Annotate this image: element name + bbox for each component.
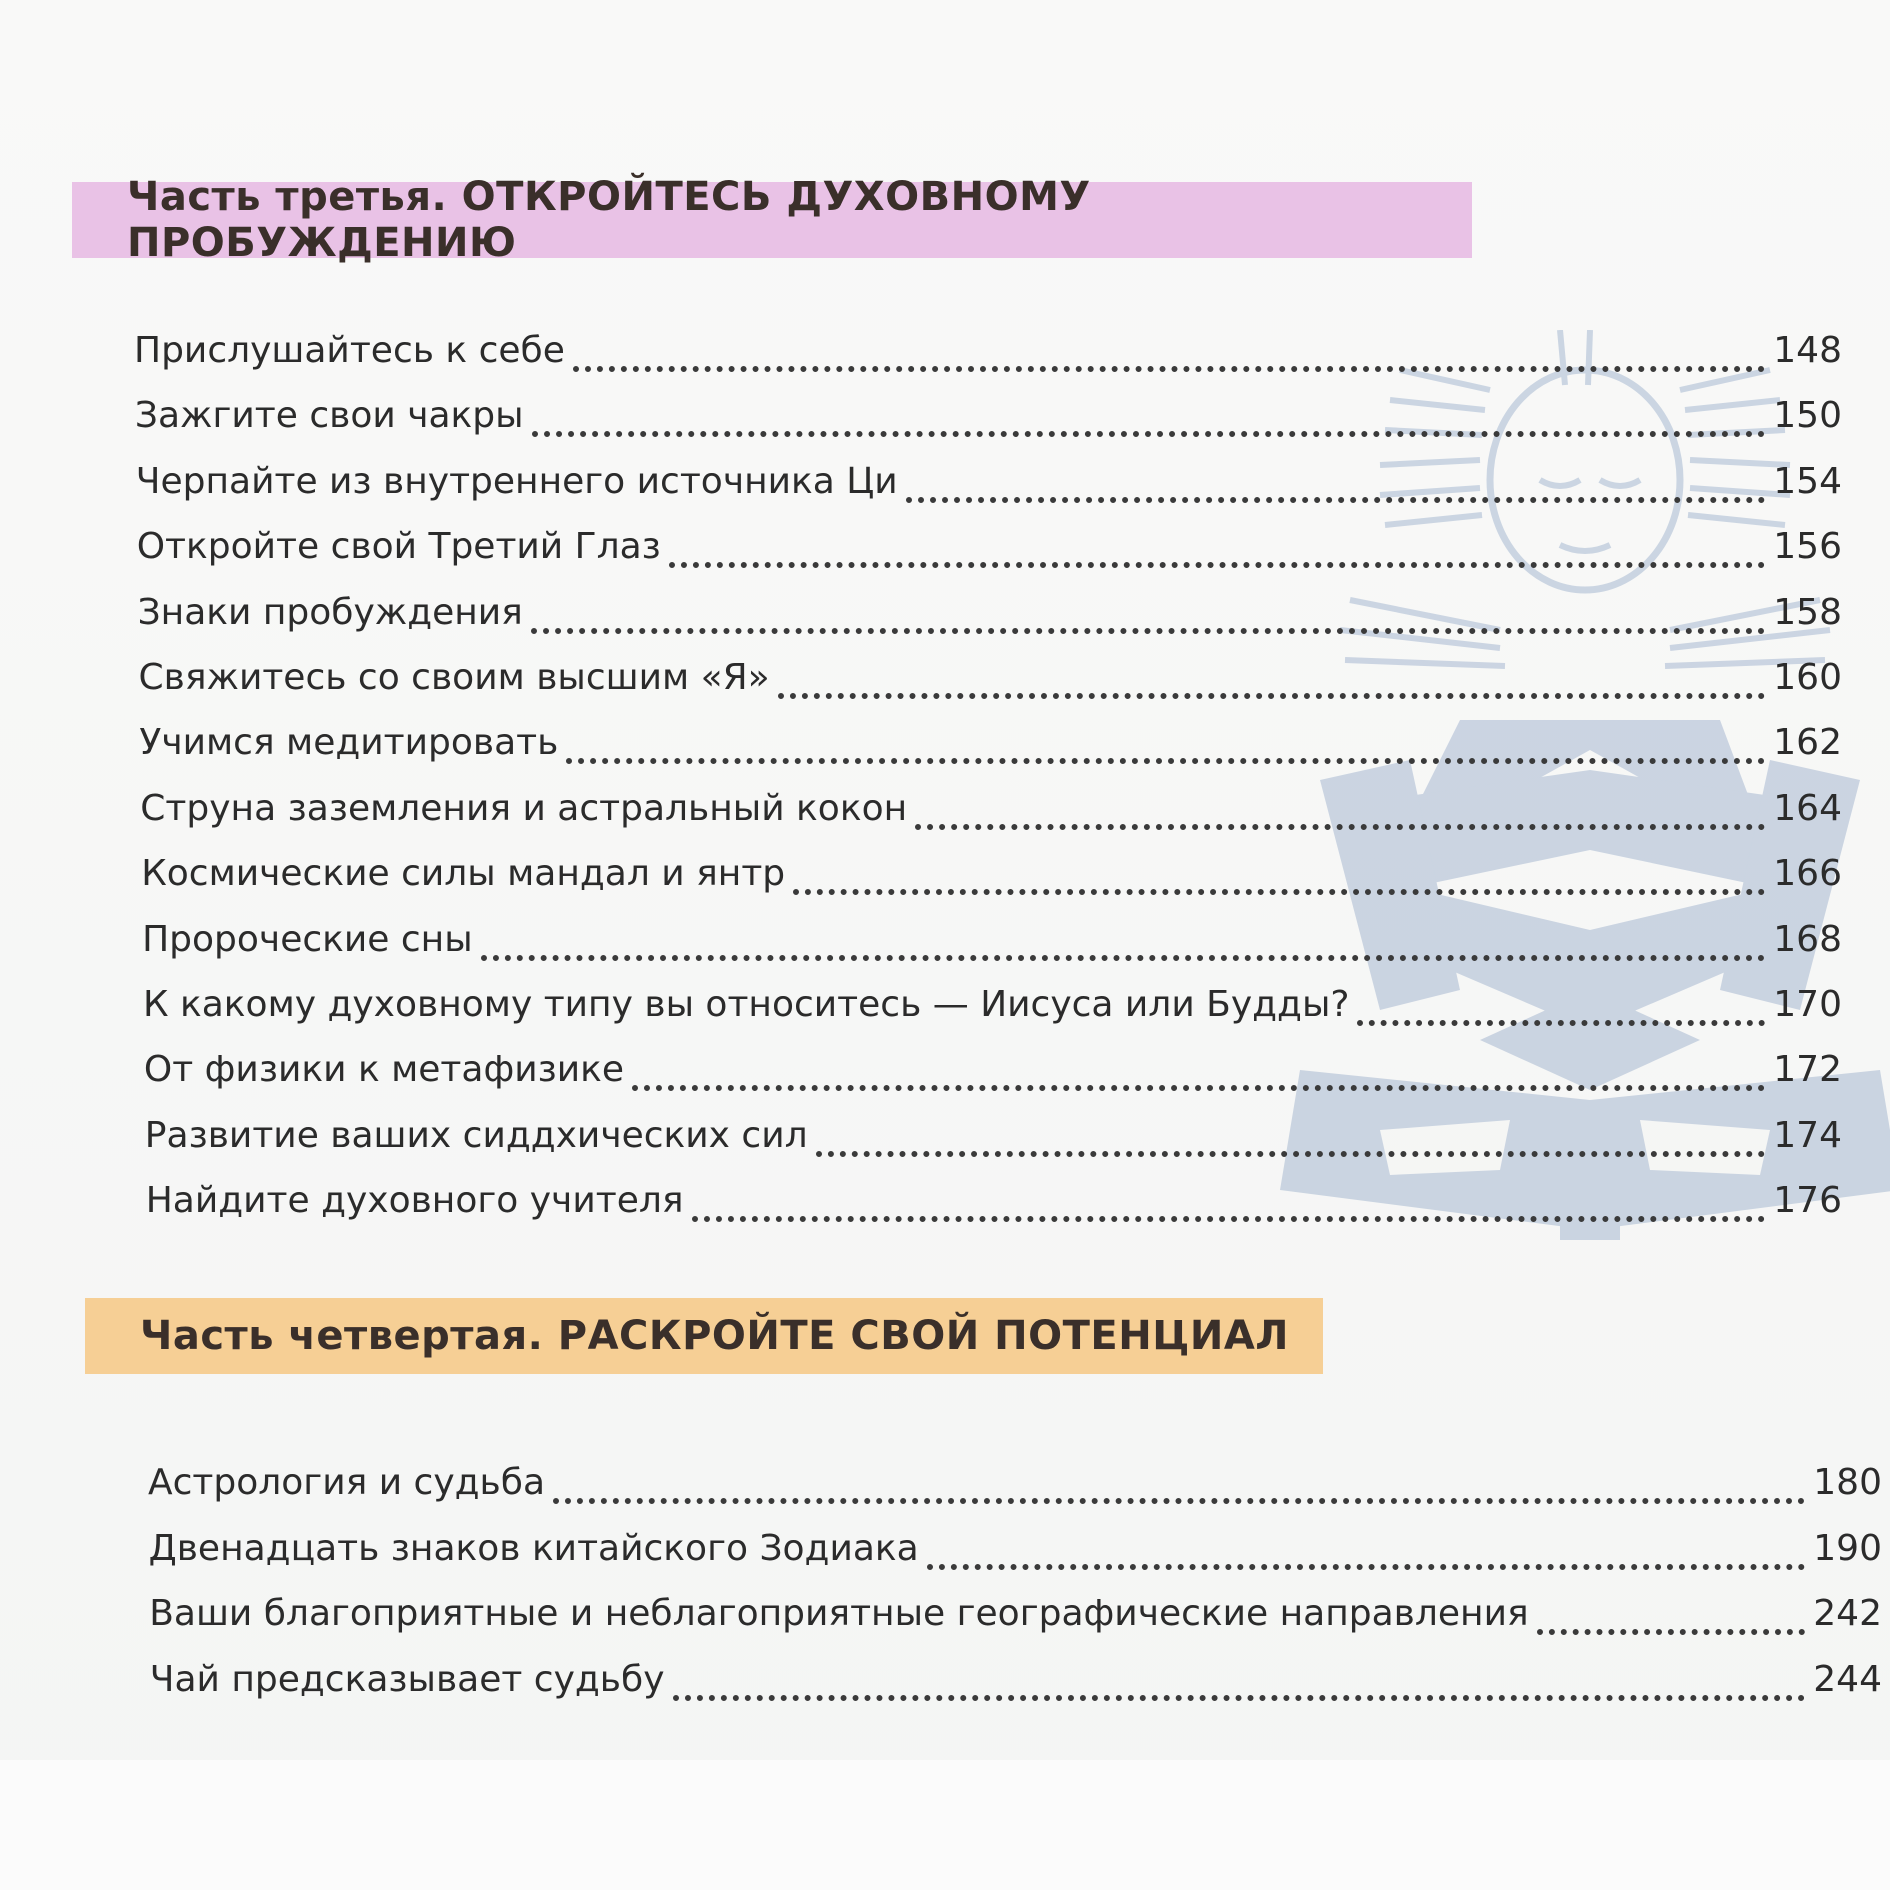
dot-leader	[915, 784, 1765, 830]
toc-entry-title: От физики к метафизике	[143, 1049, 625, 1091]
dot-leader	[1357, 980, 1765, 1026]
toc-entry	[141, 853, 1842, 905]
toc-entry	[149, 1528, 1882, 1580]
toc-entry	[136, 461, 1842, 513]
part-four-heading	[85, 1298, 1323, 1374]
toc-entry	[134, 330, 1842, 382]
dot-leader	[816, 1111, 1766, 1157]
toc-entry-title: Найдите духовного учителя	[145, 1180, 684, 1222]
toc-entry-page-number: 242	[1813, 1593, 1882, 1634]
toc-entry-page-number: 180	[1813, 1462, 1882, 1503]
toc-entry-page-number: 190	[1813, 1527, 1882, 1569]
toc-entry-title: Струна заземления и астральный кокон	[140, 787, 908, 829]
dot-leader	[481, 915, 1766, 961]
toc-entry-title: Двенадцать знаков китайского Зодиака	[148, 1527, 919, 1569]
toc-entry	[146, 1180, 1842, 1232]
dot-leader	[1537, 1589, 1806, 1635]
part-three-heading	[72, 174, 1472, 266]
toc-entry	[135, 395, 1842, 447]
dot-leader	[553, 1458, 1805, 1504]
toc-entry-title: Пророческие сны	[142, 918, 473, 960]
toc-entry	[150, 1659, 1882, 1711]
toc-entry	[149, 1593, 1882, 1645]
dot-leader	[906, 457, 1766, 503]
toc-entry-page-number: 174	[1773, 1114, 1842, 1156]
toc-entry	[144, 1049, 1842, 1101]
toc-entry-page-number: 164	[1773, 787, 1842, 829]
toc-entry-page-number: 154	[1773, 460, 1842, 502]
toc-entry-title: Свяжитесь со своим высшим «Я»	[138, 657, 770, 698]
toc-entry-title: Развитие ваших сиддхических сил	[144, 1114, 808, 1156]
dot-leader	[778, 653, 1766, 699]
toc-entry-page-number: 172	[1773, 1049, 1842, 1091]
part-three-heading-text: Часть третья. ОТКРОЙТЕСЬ ДУХОВНОМУ ПРОБУЖДЕНИЮ	[127, 174, 1091, 266]
toc-entry	[139, 657, 1843, 709]
toc-entry-page-number: 166	[1773, 853, 1842, 895]
toc-entry-page-number: 162	[1773, 722, 1842, 764]
dot-leader	[566, 718, 1765, 764]
dot-leader	[927, 1524, 1806, 1570]
toc-entry-page-number: 150	[1773, 395, 1842, 437]
page-margin	[0, 1760, 1890, 1890]
dot-leader	[673, 1655, 1806, 1701]
toc-entry-title: Учимся медитировать	[139, 722, 559, 764]
toc-entry-title: Ваши благоприятные и неблагоприятные географические направления	[149, 1593, 1529, 1634]
toc-entry-title: Астрология и судьба	[148, 1462, 546, 1503]
toc-entry	[140, 788, 1842, 840]
dot-leader	[793, 849, 1765, 895]
toc-entry-page-number: 168	[1773, 918, 1842, 960]
toc-entry-title: Знаки пробуждения	[137, 591, 523, 633]
toc-entry-page-number: 156	[1773, 526, 1842, 568]
dot-leader	[692, 1176, 1766, 1222]
dot-leader	[531, 588, 1765, 634]
toc-entry-page-number: 176	[1773, 1180, 1842, 1222]
toc-entry-page-number: 170	[1773, 984, 1842, 1025]
toc-entry-title: Откройте свой Третий Глаз	[136, 526, 661, 568]
toc-entry-page-number: 160	[1773, 657, 1842, 698]
toc-entry	[137, 526, 1842, 578]
toc-entry	[139, 722, 1842, 774]
toc-entry-title: Прислушайтесь к себе	[134, 330, 565, 371]
toc-entry-title: Космические силы мандал и янтр	[141, 853, 786, 895]
dot-leader	[632, 1045, 1765, 1091]
toc-entry	[148, 1462, 1882, 1514]
toc-entry	[143, 984, 1842, 1036]
toc-entry-page-number: 148	[1773, 330, 1842, 371]
dot-leader	[573, 326, 1765, 372]
toc-entry-page-number: 158	[1773, 591, 1842, 633]
toc-entry-title: К какому духовному типу вы относитесь — Иисуса или Будды?	[143, 984, 1350, 1025]
toc-entry	[142, 919, 1842, 971]
toc-entry-title: Черпайте из внутреннего источника Ци	[135, 460, 898, 502]
part-four-heading-text: Часть четвертая. РАСКРОЙТЕ СВОЙ ПОТЕНЦИАЛ	[140, 1313, 1289, 1359]
dot-leader	[669, 522, 1765, 568]
toc-entry-page-number: 244	[1813, 1658, 1882, 1700]
toc-entry	[145, 1115, 1842, 1167]
toc-entry	[138, 592, 1842, 644]
dot-leader	[532, 391, 1766, 437]
toc-entry-title: Чай предсказывает судьбу	[149, 1658, 665, 1700]
toc-entry-title: Зажгите свои чакры	[134, 395, 524, 437]
